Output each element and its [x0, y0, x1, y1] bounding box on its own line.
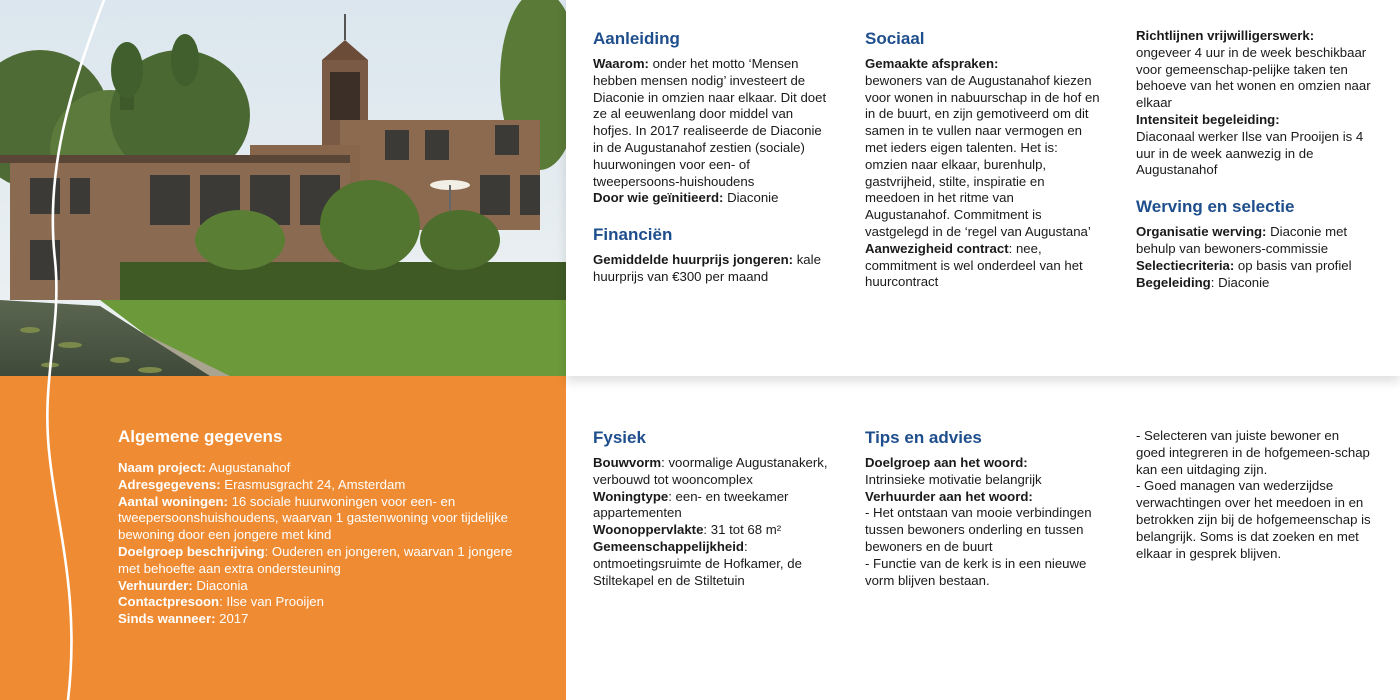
door-wie-text: Diaconie	[723, 190, 779, 206]
tip-selecteren: - Selecteren van juiste bewoner en goed integreren in de hofgemeen-schap kan een uitdaging zijn.	[1136, 428, 1370, 477]
begeleiding-text: : Diaconie	[1210, 274, 1270, 290]
waarom-label: Waarom:	[593, 56, 649, 71]
general-value-since: 2017	[215, 611, 249, 627]
intensiteit-text: Diaconaal werker Ilse van Prooijen is 4 uur in de week aanwezig in de Augustanahof	[1136, 128, 1364, 178]
verhuurder-tip-1: - Het ontstaan van mooie verbindingen tussen bewoners onderling en tussen bewoners en de buurt	[865, 505, 1092, 554]
tips-continued-section	[1136, 428, 1372, 562]
huurprijs-text: kale huurprijs van €300 per maand	[593, 252, 821, 284]
woningtype-text: : een- en tweekamer appartementen	[593, 488, 789, 521]
general-label-address: Adresgegevens:	[118, 476, 221, 492]
selectie-label: Selectiecriteria:	[1136, 257, 1235, 273]
tips-section	[865, 427, 1101, 589]
aanleiding-section	[593, 28, 829, 286]
org-werving-text: Diaconie met behulp van bewoners-commissie	[1136, 224, 1348, 256]
woningtype-label: Woningtype	[593, 488, 669, 504]
gemeenschappelijk-text: : ontmoetingsruimte de Hofkamer, de Stiltekapel en de Stiltetuin	[593, 538, 802, 588]
contract-label: Aanwezigheid contract	[865, 240, 1009, 256]
general-label-name: Naam project:	[118, 460, 206, 475]
vrijwilligers-text: ongeveer 4 uur in de week beschikbaar voor gemeenschap-pelijke taken ten behoeve van het wonen en omzien naar elkaar	[1136, 44, 1371, 111]
general-label-homes: Aantal woningen:	[118, 493, 228, 509]
general-value-landlord: Diaconia	[192, 577, 248, 593]
fysiek-section	[593, 427, 829, 589]
gemeenschappelijk-label: Gemeenschappelijkheid	[593, 538, 744, 554]
building-photo-icon	[0, 0, 566, 376]
org-werving-label: Organisatie werving:	[1136, 224, 1267, 240]
doelgroep-woord-label: Doelgroep aan het woord:	[865, 455, 1028, 470]
contract-text: : nee, commitment is wel onderdeel van het huurcontract	[865, 240, 1083, 290]
selectie-text: op basis van profiel	[1234, 257, 1352, 273]
sociaal-section	[865, 28, 1101, 291]
general-value-contact: : Ilse van Prooijen	[219, 594, 324, 610]
afspraken-text: bewoners van de Augustanahof kiezen voor wonen in nabuurschap in de hof en in de buurt, en zijn gemotiveerd om dit samen in te vullen naar vermogen en met ieders eigen talenten. Het is: omzien naar elkaar, burenhulp, gastvrijheid, stilte, inspiratie en meedoen in het ritme van Augustanahof. Commitment is vastgelegd in de ‘regel van Augustana’	[865, 72, 1100, 239]
general-title: Algemene gegevens	[118, 427, 283, 446]
intensiteit-label: Intensiteit begeleiding:	[1136, 111, 1280, 127]
vrijwilligers-label: Richtlijnen vrijwilligerswerk:	[1136, 28, 1315, 43]
bouwvorm-text: : voormalige Augustanakerk, verbouwd tot wooncomplex	[593, 455, 828, 487]
financien-title: Financiën	[593, 225, 673, 245]
general-label-since: Sinds wanneer:	[118, 611, 216, 627]
general-value-homes: 16 sociale huurwoningen voor een- en tweepersoonshuishoudens, waarvan 1 gastenwoning voor tijdelijke bewoning door een jongere met kind	[118, 493, 509, 543]
bouwvorm-label: Bouwvorm	[593, 455, 662, 470]
tips-title: Tips en advies	[865, 428, 982, 447]
sociaal-title: Sociaal	[865, 29, 925, 48]
vrijwilligers-section	[1136, 28, 1372, 291]
general-label-contact: Contactpresoon	[118, 594, 220, 610]
general-value-address: Erasmusgracht 24, Amsterdam	[220, 476, 406, 492]
waarom-text: onder het motto ‘Mensen hebben mensen nodig’ investeert de Diaconie in omzien naar elkaar. Dit doet ze al eeuwenlang door middel van hofjes. In 2017 realiseerde de Diaconie in de Augustanahof zestien (sociale) huurwoningen voor een- of tweepersoons-huishoudens	[593, 56, 827, 189]
general-label-landlord: Verhuurder:	[118, 577, 193, 593]
fysiek-title: Fysiek	[593, 428, 646, 447]
begeleiding-label: Begeleiding	[1136, 274, 1211, 290]
doelgroep-woord-text: Intrinsieke motivatie belangrijk	[865, 471, 1042, 487]
general-value-target: : Ouderen en jongeren, waarvan 1 jongere met behoefte aan extra ondersteuning	[118, 543, 513, 576]
building-photo	[0, 0, 566, 376]
werving-title: Werving en selectie	[1136, 197, 1295, 217]
afspraken-label: Gemaakte afspraken:	[865, 56, 999, 71]
door-wie-label: Door wie geïnitieerd:	[593, 190, 724, 206]
general-value-name: Augustanahof	[205, 460, 291, 475]
general-info	[118, 426, 518, 628]
verhuurder-tip-2: - Functie van de kerk is in een nieuwe vorm blijven bestaan.	[865, 555, 1087, 588]
huurprijs-label: Gemiddelde huurprijs jongeren:	[593, 252, 794, 268]
oppervlakte-label: Woonoppervlakte	[593, 522, 704, 538]
tip-verwachtingen: - Goed managen van wederzijdse verwachtingen over het meedoen in en betrokken zijn bij de hofgemeenschap is belangrijk. Soms is dat zoeken en met elkaar in gesprek blijven.	[1136, 478, 1371, 561]
oppervlakte-text: : 31 tot 68 m²	[703, 522, 782, 538]
verhuurder-woord-label: Verhuurder aan het woord:	[865, 488, 1033, 504]
aanleiding-title: Aanleiding	[593, 29, 680, 48]
general-label-target: Doelgroep beschrijving	[118, 543, 265, 559]
